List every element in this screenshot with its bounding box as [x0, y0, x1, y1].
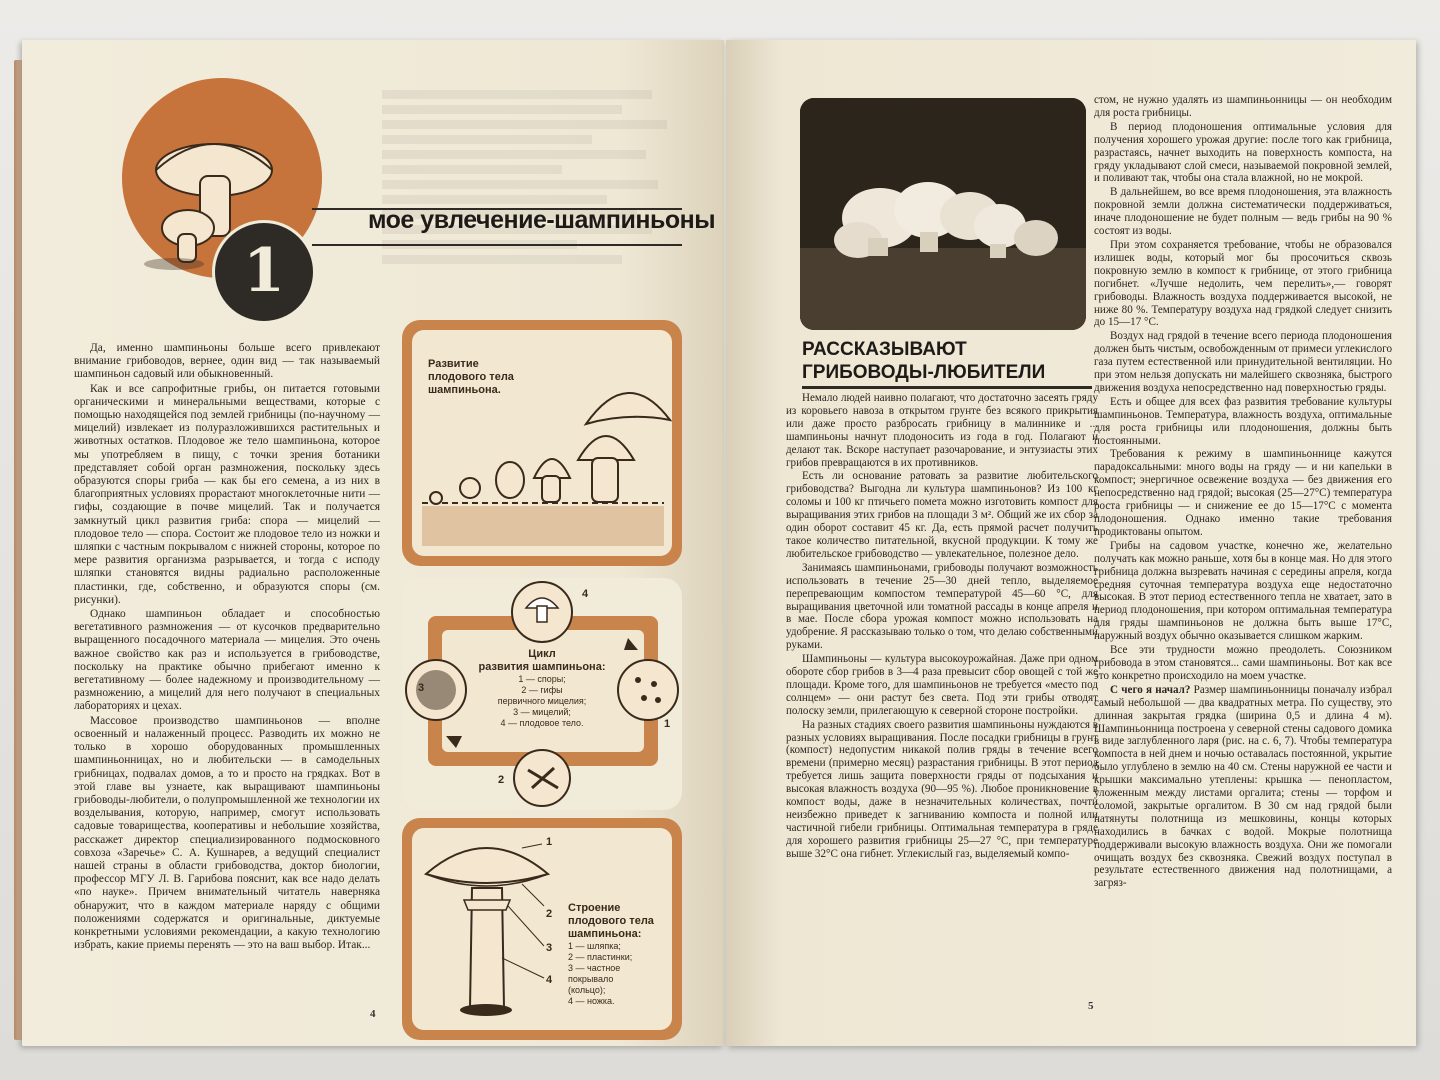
paragraph: При этом сохраняется требование, чтобы не образовался излишек воды, который мог бы просочиться сквозь покровную землю в компост к грибнице, от этого грибница погибнет. «Лучше недолить, чем перелить»,— говорят грибоводы. Влажность воздуха поддерживается высокой, не ниже 80 %. Температуру воздуха над грядкой следует снизить до 15—17 °С.: [1094, 238, 1392, 329]
life-cycle-diagram: [402, 578, 682, 810]
magazine-spread: [14, 40, 1426, 1046]
article-title: [802, 338, 1045, 384]
paragraph: Однако шампиньон обладает и способностью вегетативного размножения — от кусочков предварительно выращенного посадочного материала — мицелия. Это очень важное свойство как раз и используется в грибоводстве, поскольку на практике обычно прибегают именно к вегетативному — более надежному и производительному — размножению, а мицелий для него получают в специальных лабораториях и цехах.: [74, 608, 380, 713]
paragraph: Шампиньоны — культура высокоурожайная. Даже при одном обороте сбор грибов в 3—4 раза превысит сбор овощей с той же площади. Кроме того, для шампиньонов не требуется «место под солнцем» — они растут без света. Под эти грибы отводят полоску земли, прилегающую к северной стороне постройки.: [786, 653, 1098, 717]
cycle-caption: Цикл развития шампиньона: 1 — споры; 2 — гифы первичного мицелия; 3 — мицелий; 4 — плодовое тело.: [478, 648, 606, 728]
paragraph: С чего я начал? Размер шампиньонницы поначалу избрал самый небольшой — два квадратных метра. По существу, это длинная закрытая грядка (ширина 0,5 и длина 4 м). Шампиньонница построена у северной стены садового домика в виде заглубленного ларя (рис. на с. 6, 7). Чтобы температура компоста в ней днем и ночью оставалась постоянной, укрытие было углублено в землю на 40 см. Стены наружной ее части и крышки максимально утеплены: крышка — пенопластом, уложенным между листами оргалита; стены — торфом и соломой, закрытые оргалитом. В 30 см над грядой были натянуты полотнища из мешковины, концы которых находились в бачках с водой. Мокрые полотнища поддерживали высокую влажность воздуха. Они же помогали очищать воздух без сквозняка. Свежий воздух поступал в результате естественного движения над полотнищами, а загряз-: [1094, 683, 1393, 890]
structure-diagram: [402, 818, 682, 1040]
left-page: [22, 40, 724, 1046]
structure-label-1: 1: [546, 836, 553, 848]
mushrooms-photo-icon: [800, 98, 1086, 330]
paragraph: Есть и общее для всех фаз развития требование культуры шампиньонов. Температура, влажность воздуха, оптимальные для роста грибницы или плодоношения, должны быть постоянными.: [1094, 395, 1392, 447]
cycle-label-3: 3: [418, 682, 425, 694]
paragraph: Грибы на садовом участке, конечно же, желательно получать как можно раньше, хотя бы в конце мая. Но для этого грибница должна вызревать начиная с середины апреля, когда средняя суточная температура воздуха еще недостаточно высокая. В этот период естественного тепла не хватает, зато в период плодоношения, при котором оптимальная температура для гряды шампиньонов не должна быть выше 17°С, наружный воздух обычно оказывается слишком жарким.: [1094, 539, 1392, 643]
right-column-1: [786, 392, 1098, 862]
page-number: 4: [370, 1008, 376, 1020]
subheading: С чего я начал?: [1110, 683, 1191, 696]
title-rule: [802, 386, 1092, 389]
structure-label-4: 4: [546, 974, 553, 986]
heading-rule-bottom: [312, 244, 682, 246]
right-page: [726, 40, 1416, 1046]
paragraph: В дальнейшем, во все время плодоношения, эта влажность покровной земли должна систематически поддерживаться, иначе плодоношение не будет полным — ведь грибы на 90 % состоят из воды.: [1094, 186, 1392, 238]
paragraph: Немало людей наивно полагают, что достаточно засеять гряду из коровьего навоза в открытом грунте без всякого прикрытия или даже просто разбросать грибницу в малиннике и ... шампиньоны начнут плодоносить из года в год. Полагают и делают так. Вскоре наступает разочарование, и энтузиасты этих грибов превращаются в их противников.: [786, 392, 1098, 469]
paragraph: Все эти трудности можно преодолеть. Союзником грибовода в этом становятся... сами шампиньоны. Вот как все это конкретно происходило на моем участке.: [1094, 644, 1392, 682]
cycle-label-1: 1: [664, 718, 671, 730]
right-column-2: [1094, 94, 1392, 891]
cycle-label-4: 4: [582, 588, 589, 600]
chapter-number: 1: [212, 220, 316, 324]
paragraph: Занимаясь шампиньонами, грибоводы получают возможность использовать в течение 25—30 дней тепло, выделяемое перепревающим компостом температурой 45—60 °С, для выращивания цветочной или томатной рассады в конце апреля и в мае. После сбора урожая компост можно использовать на удобрение. Я рассказываю только о том, что делаю собственными руками.: [786, 561, 1098, 652]
left-column-text: [74, 342, 380, 953]
paragraph: Массовое производство шампиньонов — вполне освоенный и налаженный процесс. Разводить их можно не только в хорошо оборудованных промышленных шампиньонницах, но и любительски — в самодельных грибницах, подвалах домов, а то и просто на грядках. Вот в этой главе вы узнаете, как выращивают шампиньоны грибоводы-любители, о полупромышленной же технологии их возделывания, которую, например, смогут использовать садовые товарищества, кооперативы и небольшие хозяйства, расскажет директор специализированного подмосковного совхоза «Заречье» С. А. Кушнарев, а ведущий специалист нашей страны в области грибоводства, доктор биологии, профессор МГУ Л. В. Гарибова пояснит, как все надо делать «по науке». Причем внимательный читатель наверняка обнаружит, что в каждом материале наряду с общими положениями содержатся и оригинальные, диктуемые конкретными условиями рекомендации, а какую технологию избрать, какие приемы перенять — это на ваш выбор. Итак...: [74, 714, 380, 952]
article-title-line1: РАССКАЗЫВАЮТ: [802, 339, 967, 360]
development-diagram: [402, 320, 682, 566]
paragraph: Есть ли основание ратовать за развитие любительского грибоводства? Выгодна ли культура шампиньонов? Из 100 кг соломы и 100 кг птичьего помета можно изготовить компост для выращивания этих грибов на площади 3 м². Общий же их сбор за один оборот составит 45 кг. Да, есть прямой расчет получить такое количество питательной, вкусной продукции. К тому же любительское грибоводство — увлекательное, полезное дело.: [786, 470, 1098, 560]
structure-label-3: 3: [546, 942, 553, 954]
diagram-caption: Развитие плодового тела шампиньона.: [428, 358, 514, 396]
paragraph: Требования к режиму в шампиньоннице кажутся парадоксальными: много воды на гряду — и ни капельки в компост; энергичное освежение воздуха — без движения его непосредственно над грядой; высокая (25—27°С) температура роста грибницы — и снижение ее до 15—17°С с момента плодоношения. Однако именно такие требования продиктованы опытом.: [1094, 448, 1392, 538]
article-title-line2: ГРИБОВОДЫ-ЛЮБИТЕЛИ: [802, 362, 1046, 383]
paragraph: стом, не нужно удалять из шампиньонницы — он необходим для роста грибницы.: [1094, 94, 1392, 119]
paragraph: Воздух над грядой в течение всего периода плодоношения должен быть чистым, освобожденным от примеси углекислого газа путем естественной или принудительной вентиляции. Но при этом нельзя допускать ни малейшего сквозняка, быстрого движения воздуха непосредственно над поверхностью гряды.: [1094, 330, 1392, 394]
mushroom-photo: [800, 98, 1086, 330]
cycle-label-2: 2: [498, 774, 505, 786]
chapter-title: мое увлечение-шампиньоны: [368, 206, 716, 234]
page-number: 5: [1088, 1000, 1094, 1012]
mushroom-stages-icon: [402, 320, 682, 566]
structure-caption: Строение плодового тела шампиньона: 1 — шляпка; 2 — пластинки; 3 — частное покрывало (кольцо); 4 — ножка.: [568, 902, 654, 1006]
paragraph: В период плодоношения оптимальные условия для получения хорошего урожая другие: после того как грибница, разрастаясь, начнет выходить на поверхность компоста, на гряду укладывают слой смеси, называемой покровной землей, и поливают так, чтобы она стала влажной, но не мокрой.: [1094, 120, 1392, 185]
paragraph: Как и все сапрофитные грибы, он питается готовыми органическими и минеральными веществами, которые с помощью находящейся под землей грибницы (по-научному — мицелий) извлекает из полуразложившихся растительных и животных остатков. Плодовое же тело шампиньона, которое мы употребляем в пищу, с точки зрения ботаники представляет собой орган размножения, поскольку здесь образуются споры гриба — как бы его семена, а из них в благоприятных условиях прорастают многоклеточные нити — гифы, создающие в почве мицелий. Так и получается замкнутый цикл развития гриба: спора — мицелий — плодовое тело — спора. Состоит же плодовое тело из ножки и шляпки с частным покрывалом с нижней стороны, которое по мере развития организма разрывается, и тогда с исподу шляпки становятся видны радиально расположенные пластинки, где, собственно, и образуются споры (см. рисунки).: [74, 382, 380, 606]
paragraph: На разных стадиях своего развития шампиньоны нуждаются в разных условиях выращивания. После посадки грибницы в грунт (компост) недопустим никакой полив гряды в течение всего времени (примерно месяц) разрастания грибницы. В этот период требуется лишь защита поверхности гряды от подсыхания и высокая влажность воздуха (90—95 %). Любое проникновение в компост воды, даже в незначительных количествах, почти неизбежно приведет к загниванию компоста и полной или частичной гибели грибницы. Оптимальная температура в гряде для хорошего развития грибницы 25—27 °С, при температуре выше 32°С она гибнет. Углекислый газ, выделяемый компо-: [786, 718, 1098, 860]
paragraph: Да, именно шампиньоны больше всего привлекают внимание грибоводов, вернее, один вид — так называемый шампиньон садовый или обыкновенный.: [74, 342, 380, 381]
structure-label-2: 2: [546, 908, 553, 920]
